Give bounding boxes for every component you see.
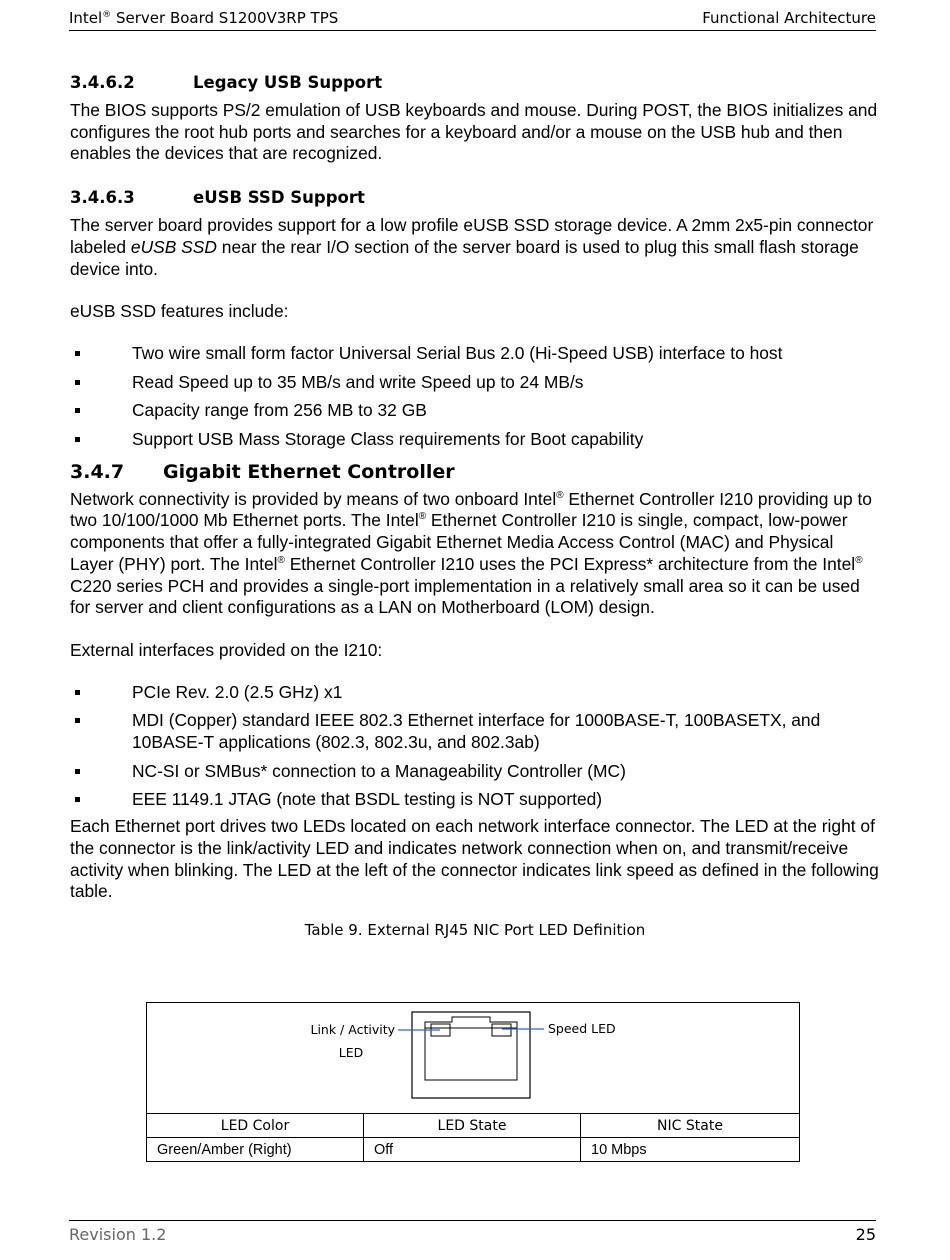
section-number: 3.4.6.3 xyxy=(70,188,135,208)
section-title: Gigabit Ethernet Controller xyxy=(163,460,455,483)
header-doc-title: Server Board S1200V3RP TPS xyxy=(111,9,339,27)
connector-label: eUSB SSD xyxy=(130,236,217,257)
page-footer xyxy=(69,1220,876,1244)
eusb-ssd-body xyxy=(70,215,880,280)
reg-mark: ® xyxy=(556,489,564,501)
table-row xyxy=(147,1138,799,1162)
column-header: LED Color xyxy=(147,1114,364,1138)
text-run: near the rear I/O section of the server board is used to plug this small flash storage device into. xyxy=(70,236,859,279)
section-heading-gigabit-ethernet xyxy=(70,458,880,486)
link-activity-label: Link / Activity xyxy=(310,1022,395,1037)
header-reg-mark: ® xyxy=(102,10,112,20)
led-state-table xyxy=(147,1114,799,1161)
revision-label: Revision 1.2 xyxy=(69,1225,167,1244)
table-header-row xyxy=(147,1114,799,1138)
reg-mark: ® xyxy=(855,554,863,566)
text-run: Ethernet Controller I210 is single, compact, low-power components that offer a fully-integrated Gigabit Ethernet Media Access Control (MAC) and Physical Layer (PHY) port. The Intel xyxy=(70,510,848,574)
list-item: Capacity range from 256 MB to 32 GB xyxy=(70,400,880,422)
eusb-features-intro: eUSB SSD features include: xyxy=(70,301,289,322)
list-item: NC-SI or SMBus* connection to a Manageability Controller (MC) xyxy=(70,761,880,783)
text-run: The server board provides support for a low profile eUSB SSD storage device. A 2mm 2x5-pin connector labeled xyxy=(70,215,874,257)
rj45-diagram-svg xyxy=(147,1003,799,1113)
text-run: C220 series PCH and provides a single-port implementation in a relatively small area so it can be used for server and client configurations as a LAN on Motherboard (LOM) design. xyxy=(70,575,860,618)
header-right: Functional Architecture xyxy=(702,9,876,27)
connector-tab xyxy=(425,1017,517,1028)
text-run: Network connectivity is provided by means of two onboard Intel xyxy=(70,488,557,509)
section-title: Legacy USB Support xyxy=(193,73,383,92)
legacy-usb-body: The BIOS supports PS/2 emulation of USB keyboards and mouse. During POST, the BIOS initializes and configures the root hub ports and searches for a keyboard and/or a mouse on the USB hub and then enables the devices that are recognized. xyxy=(70,100,878,164)
list-item: PCIe Rev. 2.0 (2.5 GHz) x1 xyxy=(70,682,880,704)
section-number: 3.4.6.2 xyxy=(70,73,135,92)
reg-mark: ® xyxy=(277,554,285,566)
list-item: EEE 1149.1 JTAG (note that BSDL testing is NOT supported) xyxy=(70,789,880,811)
column-header: LED State xyxy=(364,1114,581,1138)
section-heading-legacy-usb xyxy=(70,70,880,96)
text-run: Ethernet Controller I210 providing up to two 10/100/1000 Mb Ethernet ports. The Intel xyxy=(70,488,872,531)
speed-led-label: Speed LED xyxy=(548,1021,616,1036)
reg-mark: ® xyxy=(418,511,427,523)
list-item: MDI (Copper) standard IEEE 802.3 Ethernet interface for 1000BASE-T, 100BASETX, and 10BASE-T applications (802.3, 802.3u, and 802.3ab) xyxy=(70,710,880,753)
interfaces-intro: External interfaces provided on the I210: xyxy=(70,639,383,660)
header-left xyxy=(69,9,338,27)
column-header: NIC State xyxy=(581,1114,800,1138)
interfaces-list xyxy=(70,682,880,812)
list-item: Support USB Mass Storage Class requirements for Boot capability xyxy=(70,429,880,451)
section-number: 3.4.7 xyxy=(70,460,125,483)
text-run: Ethernet Controller I210 uses the PCI Express* architecture from the Intel xyxy=(284,553,856,574)
table-caption: Table 9. External RJ45 NIC Port LED Definition xyxy=(304,920,646,939)
connector-outline xyxy=(412,1012,530,1098)
table-cell: Off xyxy=(364,1138,581,1162)
table-cell: 10 Mbps xyxy=(591,1141,647,1158)
header-brand: Intel xyxy=(69,9,103,27)
link-activity-label-led: LED xyxy=(338,1045,364,1060)
table-cell: Green/Amber (Right) xyxy=(147,1138,364,1162)
section-title: eUSB SSD Support xyxy=(193,188,365,208)
list-item: Two wire small form factor Universal Serial Bus 2.0 (Hi-Speed USB) interface to host xyxy=(70,343,880,365)
led-description: Each Ethernet port drives two LEDs located on each network interface connector. The LED at the right of the connector is the link/activity LED and indicates network connection when on, and transmit/receive activity when blinking. The LED at the left of the connector indicates link speed as defined in the following table. xyxy=(70,816,879,902)
section-heading-eusb-ssd xyxy=(70,185,880,211)
ethernet-body xyxy=(70,489,880,619)
list-item: Read Speed up to 35 MB/s and write Speed up to 24 MB/s xyxy=(70,372,880,394)
speed-led-icon xyxy=(492,1024,511,1036)
led-definition-table xyxy=(146,1002,800,1162)
page-content xyxy=(70,70,880,945)
page-number: 25 xyxy=(855,1225,876,1244)
rj45-connector-diagram xyxy=(147,1003,799,1114)
page-header xyxy=(69,8,876,31)
eusb-features-list xyxy=(70,343,880,451)
